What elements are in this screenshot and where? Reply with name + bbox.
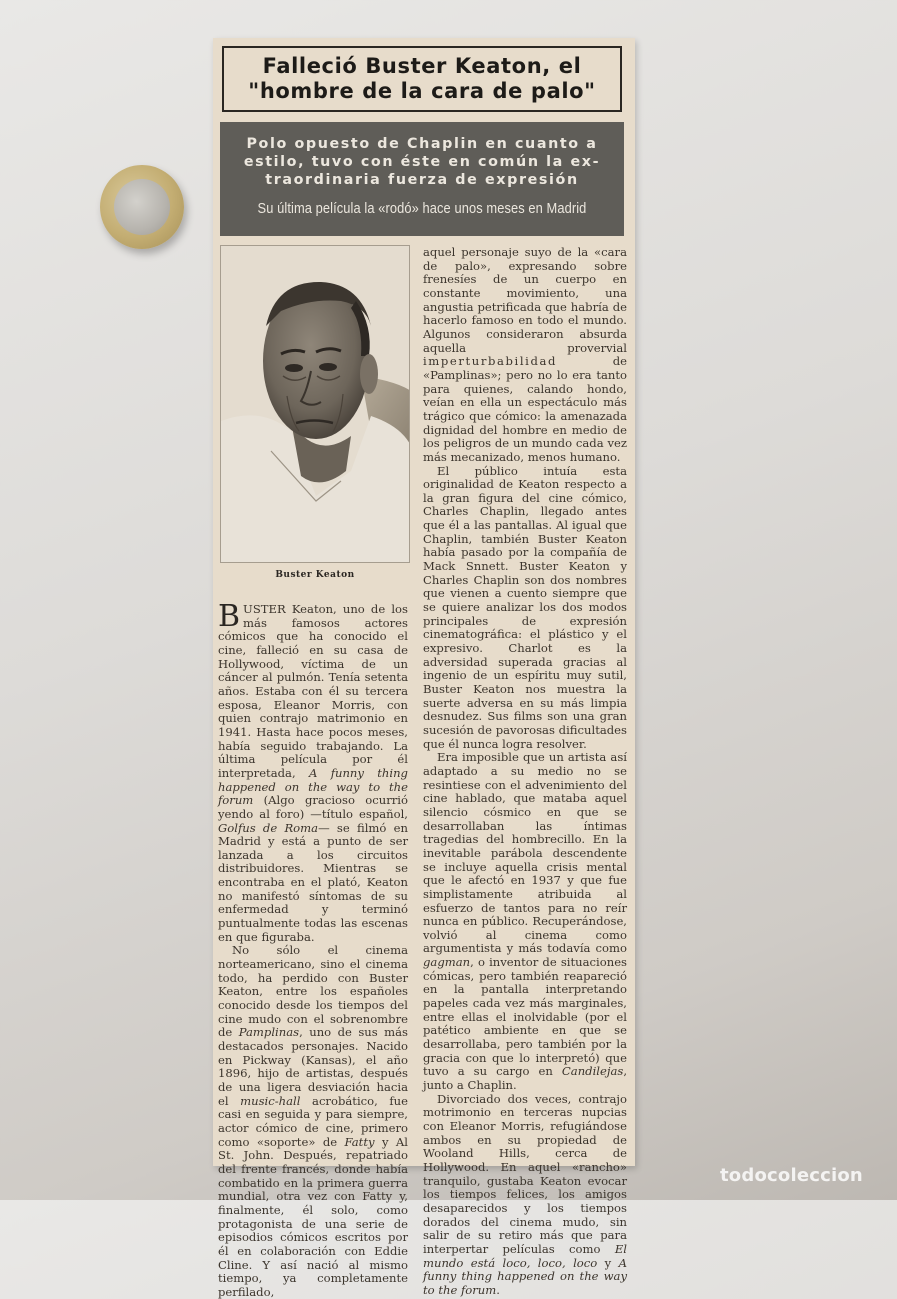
headline-line-1: Falleció Buster Keaton, el xyxy=(262,54,582,78)
drop-cap: B xyxy=(218,599,241,634)
subheadline-line-1: Polo opuesto de Chaplin en cuanto a xyxy=(246,136,598,152)
portrait-photo xyxy=(220,245,410,563)
headline-line-2: "hombre de la cara de palo" xyxy=(248,79,596,103)
paragraph-3: aquel personaje suyo de la «cara de palo», expresando sobre frenesíes de un cuerpo en constante movimiento, una angustia petrificada que habría de hacerlo famoso en todo el mundo. Algunos consideraron absurda aquella provervial imperturbabilidad de «Pamplinas»; pero no lo era tanto para quienes, calando hondo, veían en ella un espectáculo más trágico que cómico: la amenazada dignidad del hombre en medio de los peligros de un mundo cada vez más mecanizado, menos humano. xyxy=(423,245,627,464)
paragraph-6: Divorciado dos veces, contrajo motrimonio en terceras nupcias con Eleanor Morris, refugiándose ambos en su propiedad de Wooland Hills, cerca de Hollywood. En aquel «rancho» tranquilo, gustaba Keaton evocar los tiempos felices, los amigos desaparecidos y los tiempos dorados del cinema mudo, sin salir de su retiro más que para interpertar películas como El mundo está loco, loco, loco y A funny thing happened on the way to the forum. xyxy=(423,1091,627,1297)
watermark: todocoleccion xyxy=(720,1165,863,1186)
newspaper-clipping xyxy=(213,38,635,1299)
paragraph-5: Era imposible que un artista así adaptado a su medio no se resintiese con el advenimiento del cine hablado, que mataba aquel silencio cósmico en que se desarrollaban las íntimas tragedias del hombrecillo. En la inevitable parábola descendente se incluye aquella crisis mental que le afectó en 1937 y que fue simplistamente atribuida al esfuerzo de tantos para no reír nunca en público. Recuperándose, volvió al cinema como argumentista y más todavía como gagman, o inventor de situaciones cómicas, pero también reapareció en la pantalla interpretando papeles cada vez más marginales, entre ellas el inolvidable (por el patético ambiente en que se desarrollaba, pero también por la gracia con que lo interpretó) que tuvo a su cargo en Candilejas, junto a Chaplin. xyxy=(423,750,627,1093)
euro-coin-center xyxy=(114,179,170,235)
subheadline-line-2: estilo, tuvo con éste en común la ex- xyxy=(243,154,601,170)
subheadline-banner xyxy=(220,122,624,236)
article-column-right xyxy=(423,246,627,1298)
portrait-illustration xyxy=(221,246,410,563)
article-column-left xyxy=(218,599,408,1299)
subheadline-line-3: traordinaria fuerza de expresión xyxy=(265,172,579,188)
nickname: Pamplinas xyxy=(238,1025,300,1040)
paragraph-1: BUSTER Keaton, uno de los más famosos actores cómicos que ha conocido el cine, falleció en su casa de Hollywood, víctima de un cáncer al pulmón. Tenía setenta años. Estaba con él su tercera esposa, Eleanor Morris, con quien contrajo matrimonio en 1941. Hasta hace pocos meses, había seguido trabajando. La última película por él interpretada, A funny thing happened on the way to the forum (Algo gracioso ocurrió yendo al foro) —título español, Golfus de Roma— se filmó en Madrid y está a punto de ser lanzada a los circuitos distribuidores. Mientras se encontraba en el plató, Keaton no manifestó síntomas de su enfermedad y terminó puntualmente todas las escenas en que figuraba. xyxy=(218,599,408,944)
photo-caption: Buster Keaton xyxy=(275,570,355,580)
film-title: A funny thing happened on the way to the forum xyxy=(218,765,408,808)
paragraph-2: No sólo el cinema norteamericano, sino el cinema todo, ha perdido con Buster Keaton, entre los españoles conocido desde los tiempos del cine mudo con el sobrenombre de Pamplinas, uno de sus más destacados personajes. Nacido en Pickway (Kansas), el año 1896, hijo de artistas, después de una ligera desviación hacia el music-hall acrobático, fue casi en seguida y para siempre, actor cómico de cine, primero como «soporte» de Fatty y Al St. John. Después, repatriado del frente francés, donde había combatido en la primera guerra mundial, otra vez con Fatty y, finalmente, él solo, como protagonista de una serie de episodios cómicos escritos por él en colaboración con Eddie Cline. Y así nació al mismo tiempo, ya completamente perfilado, xyxy=(218,943,408,1299)
film-title: Golfus de Roma xyxy=(218,820,319,835)
tagline: Su última película la «rodó» hace unos meses en Madrid xyxy=(257,201,587,217)
paragraph-4: El público intuía esta originalidad de Keaton respecto a la gran figura del cine cómico, Charles Chaplin, llegado antes que él a las pantallas. Al igual que Chaplin, también Buster Keaton había pasado por la compañía de Mack Snnett. Buster Keaton y Charles Chaplin son dos nombres que vienen a cuento siempre que se quiere analizar los dos modos principales de expresión cinematográfica: el plástico y el expresivo. Charlot es la adversidad superada gracias al ingenio de un espíritu muy sutil, Buster Keaton nos muestra la suerte adversa en su más limpia desnudez. Sus films son una gran sucesión de pavorosas dificultades que él nunca logra resolver. xyxy=(423,463,627,751)
euro-coin xyxy=(100,165,184,249)
headline-box xyxy=(222,46,622,112)
